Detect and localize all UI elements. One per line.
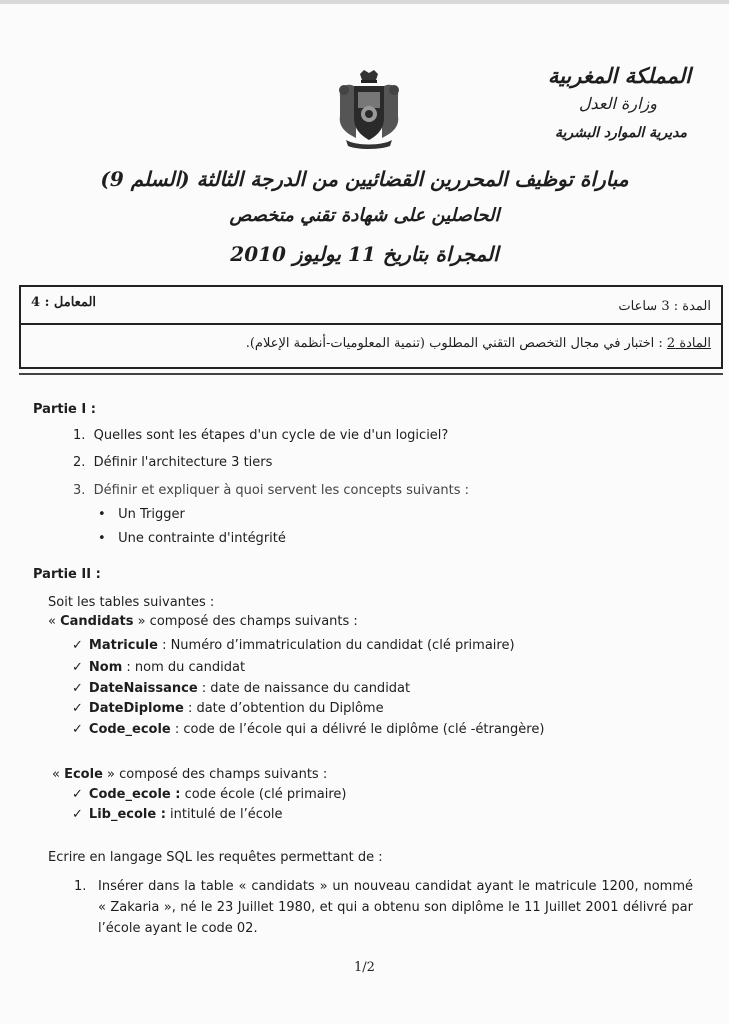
question-3-text: Définir et expliquer à quoi servent les concepts suivants : bbox=[93, 483, 470, 498]
title-line-2: الحاصلين على شهادة تقني متخصص bbox=[229, 205, 500, 226]
field-desc: intitulé de l’école bbox=[165, 807, 283, 822]
field-desc: : nom du candidat bbox=[122, 660, 246, 675]
subject-label: المادة 2 bbox=[666, 336, 711, 351]
question-3: 3. Définir et expliquer à quoi servent les concepts suivants : bbox=[73, 483, 470, 498]
request-1-number: 1. bbox=[74, 879, 87, 894]
field-name: Code_ecole bbox=[88, 722, 171, 737]
request-1-text: Insérer dans la table « candidats » un nouveau candidat ayant le matricule 1200, nommé « Zakaria », né le 23 Juillet 1980, et qui a obtenu son diplôme le 11 Juillet 2001 délivré par l’école ayant le code 02. bbox=[98, 879, 693, 936]
coat-of-arms-icon bbox=[330, 68, 408, 150]
field-name: Nom bbox=[88, 660, 123, 675]
quote-open: « bbox=[52, 767, 65, 782]
coefficient: المعامل : 4 bbox=[31, 295, 97, 310]
question-2: 2. Définir l'architecture 3 tiers bbox=[73, 455, 273, 470]
partie2-heading: Partie II : bbox=[33, 567, 101, 582]
question-2-text: Définir l'architecture 3 tiers bbox=[93, 455, 273, 470]
exam-info-box bbox=[19, 285, 723, 369]
table-name-candidats: Candidats bbox=[60, 614, 134, 629]
directorate-name: مديرية الموارد البشرية bbox=[555, 125, 687, 141]
field-name: Lib_ecole : bbox=[88, 807, 166, 822]
field-item bbox=[72, 637, 515, 654]
field-item bbox=[72, 806, 283, 823]
bullet-item: • Un Trigger bbox=[98, 507, 185, 522]
ecole-intro bbox=[52, 766, 327, 783]
title-line-1: مباراة توظيف المحررين القضائيين من الدرجة الثالثة (السلم 9) bbox=[100, 167, 629, 191]
bullet-item: • Une contrainte d'intégrité bbox=[98, 531, 286, 546]
ecole-intro-text: » composé des champs suivants : bbox=[102, 767, 328, 782]
subject-text: : اختبار في مجال التخصص التقني المطلوب (تنمية المعلوميات-أنظمة الإعلام). bbox=[245, 336, 667, 351]
field-item bbox=[72, 659, 245, 676]
field-desc: : code de l’école qui a délivré le diplôme (clé -étrangère) bbox=[170, 722, 545, 737]
ministry-name: وزارة العدل bbox=[578, 94, 657, 113]
top-border bbox=[0, 0, 729, 4]
checkmark-icon: ✓ bbox=[72, 807, 83, 822]
field-desc: : Numéro d’immatriculation du candidat (clé primaire) bbox=[157, 638, 515, 653]
quote-open: « bbox=[48, 614, 61, 629]
candidats-intro bbox=[48, 613, 358, 630]
candidats-intro-text: » composé des champs suivants : bbox=[133, 614, 358, 629]
field-name: DateDiplome bbox=[88, 701, 184, 716]
field-item bbox=[72, 700, 384, 717]
field-item bbox=[72, 786, 346, 803]
request-1 bbox=[74, 876, 693, 939]
bullet-text: Une contrainte d'intégrité bbox=[118, 531, 286, 546]
field-item bbox=[72, 680, 410, 697]
field-name: Code_ecole : bbox=[88, 787, 181, 802]
question-1: 1. Quelles sont les étapes d'un cycle de vie d'un logiciel? bbox=[73, 428, 449, 443]
partie1-heading: Partie I : bbox=[33, 402, 96, 417]
sql-instruction: Ecrire en langage SQL les requêtes permettant de : bbox=[48, 850, 383, 865]
bullet-text: Un Trigger bbox=[118, 507, 185, 522]
checkmark-icon: ✓ bbox=[72, 681, 83, 696]
checkmark-icon: ✓ bbox=[72, 722, 83, 737]
checkmark-icon: ✓ bbox=[72, 787, 83, 802]
institution-header bbox=[451, 62, 691, 148]
checkmark-icon: ✓ bbox=[72, 660, 83, 675]
subject bbox=[246, 336, 711, 351]
kingdom-name: المملكة المغربية bbox=[547, 63, 691, 88]
header-separator bbox=[19, 373, 723, 375]
tables-intro: Soit les tables suivantes : bbox=[48, 595, 215, 610]
checkmark-icon: ✓ bbox=[72, 638, 83, 653]
title-line-3: المجراة بتاريخ 11 يوليوز 2010 bbox=[230, 242, 499, 266]
field-name: DateNaissance bbox=[88, 681, 198, 696]
field-desc: : date d’obtention du Diplôme bbox=[183, 701, 384, 716]
table-name-ecole: Ecole bbox=[64, 767, 103, 782]
field-desc: : date de naissance du candidat bbox=[197, 681, 411, 696]
field-desc: code école (clé primaire) bbox=[180, 787, 347, 802]
info-row-1 bbox=[21, 287, 721, 325]
field-name: Matricule bbox=[88, 638, 158, 653]
duration: المدة : 3 ساعات bbox=[618, 299, 711, 314]
field-item bbox=[72, 721, 544, 738]
question-1-text: Quelles sont les étapes d'un cycle de vie d'un logiciel? bbox=[93, 428, 449, 443]
page-number: 1/2 bbox=[354, 960, 375, 975]
info-row-2 bbox=[21, 324, 721, 367]
checkmark-icon: ✓ bbox=[72, 701, 83, 716]
